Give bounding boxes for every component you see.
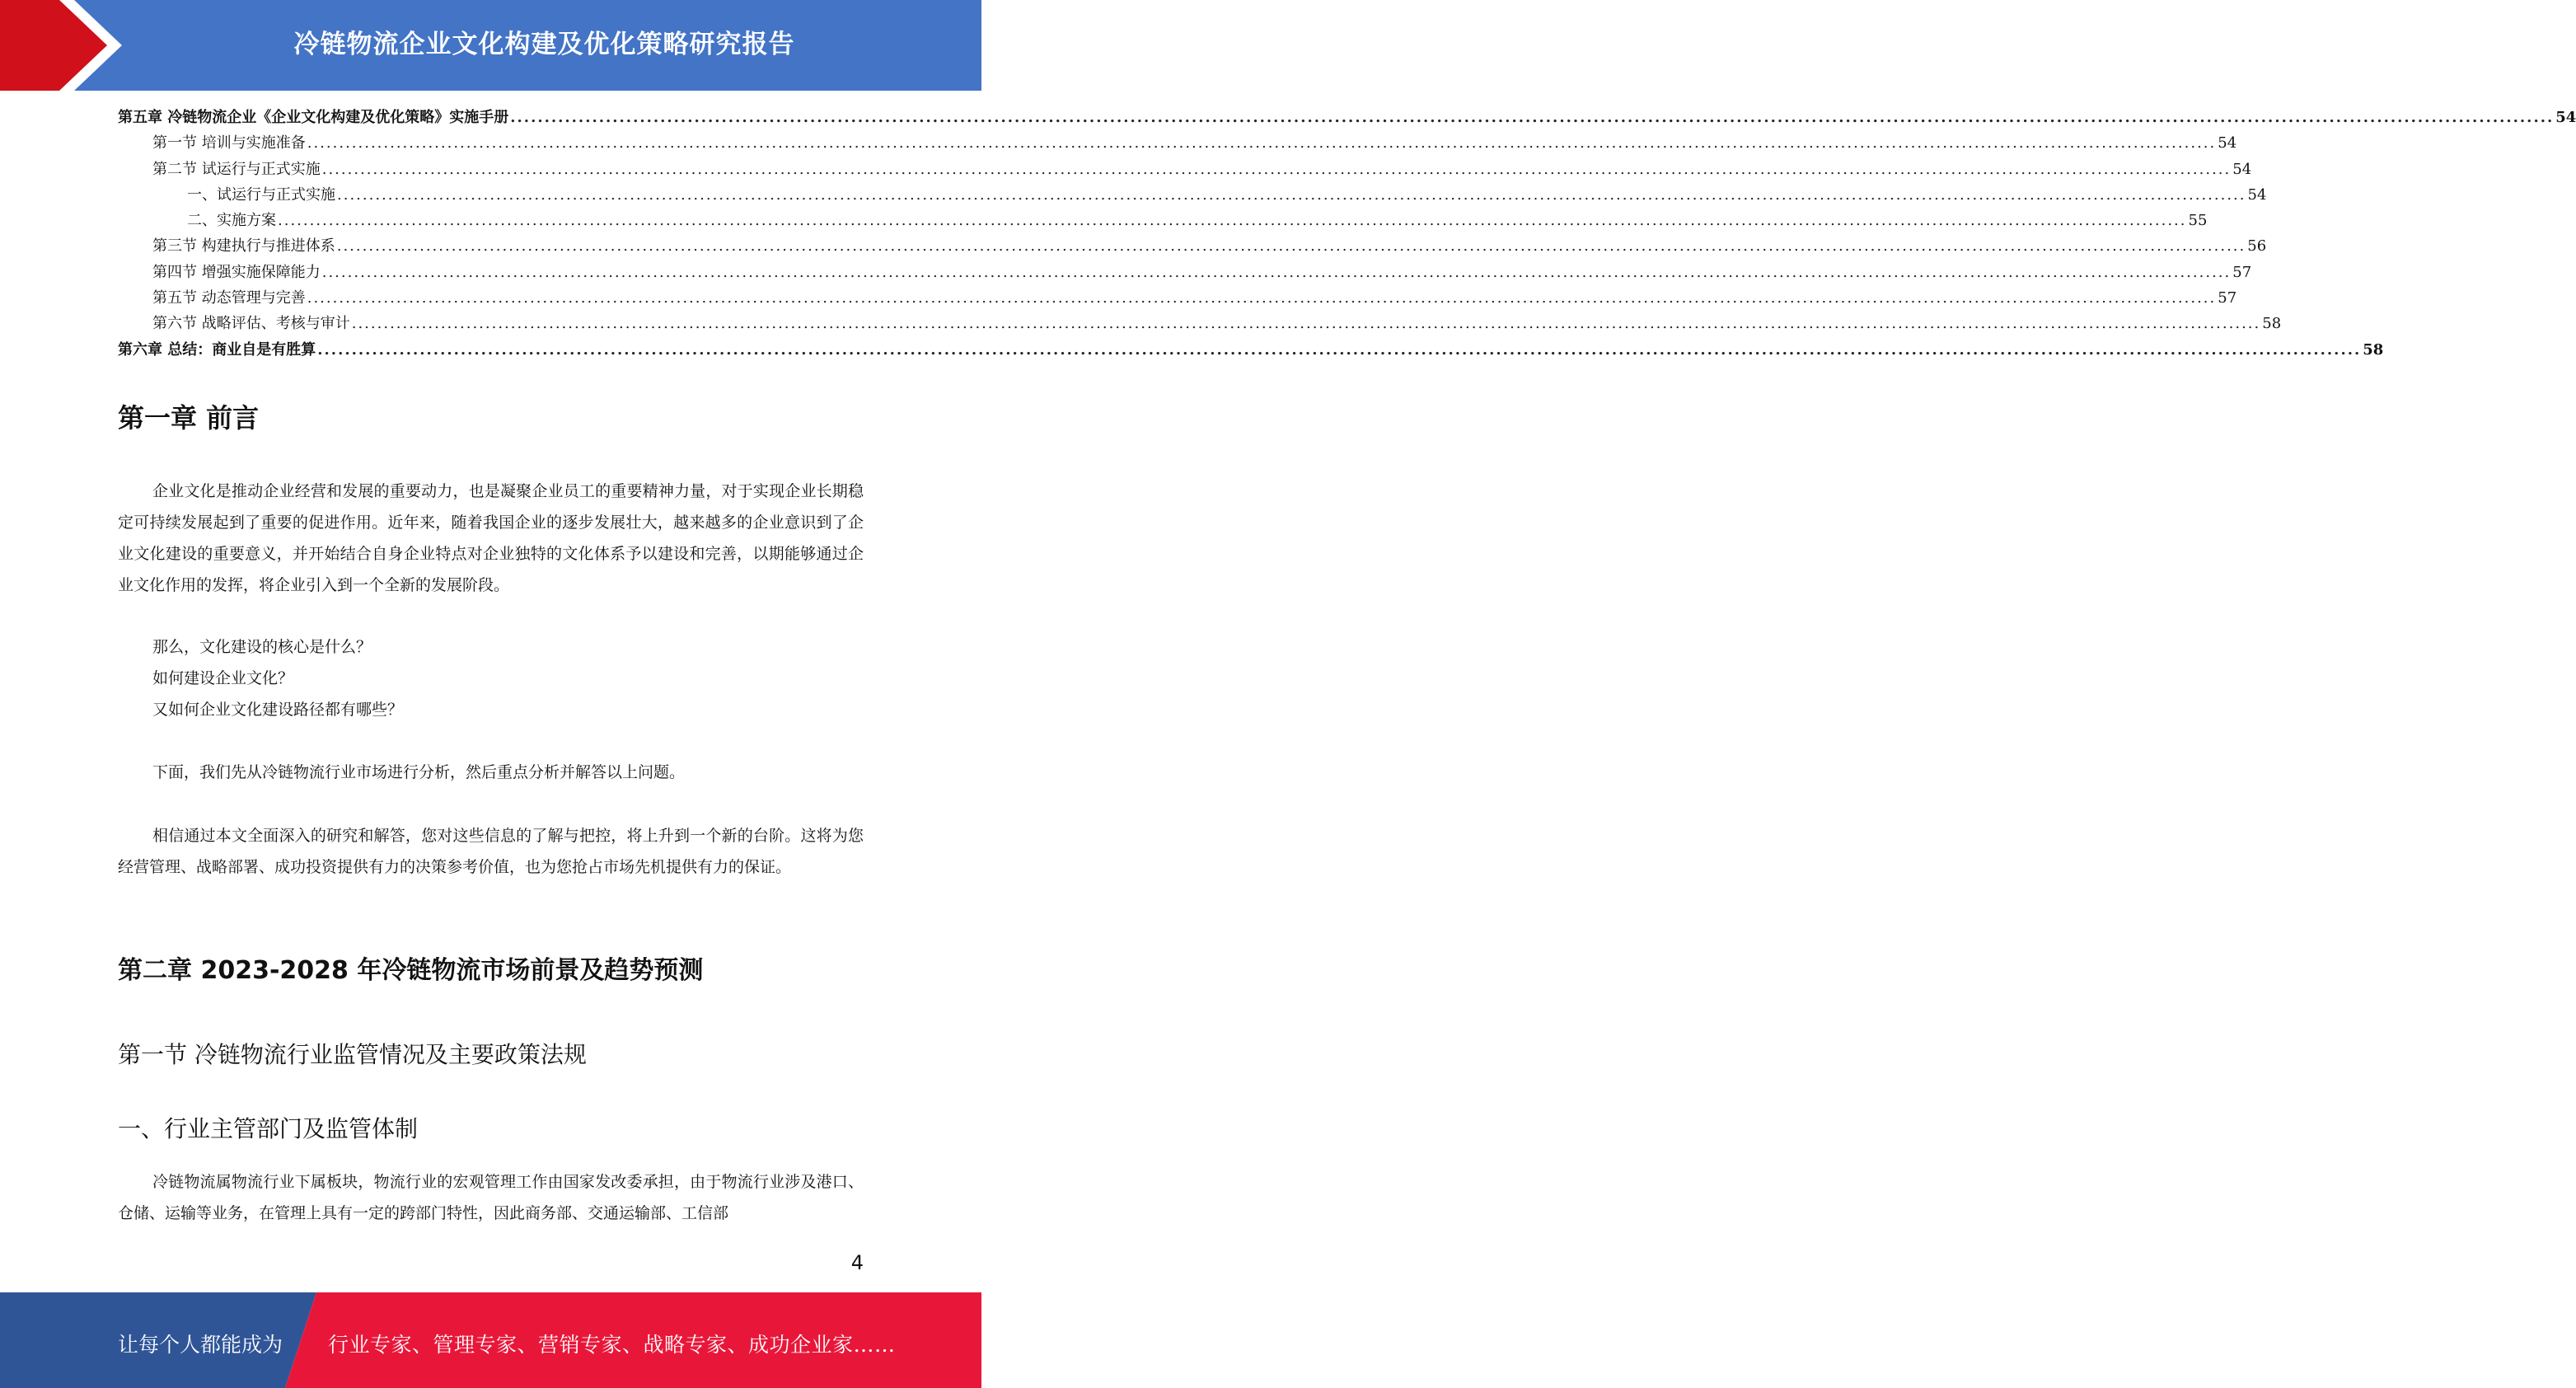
toc-page-number: 54 xyxy=(2247,185,2267,204)
toc-entry-title: 第五节 动态管理与完善 xyxy=(152,289,306,307)
toc-entry-title: 二、实施方案 xyxy=(187,212,276,230)
page-header xyxy=(0,0,981,91)
closing-paragraph: 相信通过本文全面深入的研究和解答，您对这些信息的了解与把控，将上升到一个新的台阶。这将为您经营管理、战略部署、成功投资提供有力的决策参考价值，也为您抢占市场先机提供有力的保证。 xyxy=(118,827,864,876)
question-item: 又如何企业文化建设路径都有哪些？ xyxy=(152,701,404,719)
toc-page-number: 56 xyxy=(2247,237,2267,256)
section-1-title: 第一节 冷链物流行业监管情况及主要政策法规 xyxy=(118,1041,587,1068)
toc-entry[interactable] xyxy=(118,131,2237,157)
toc-dot-leader: ............................................................................................................................................................................................................................................................................................................ xyxy=(307,134,2217,152)
toc-dot-leader: ............................................................................................................................................................................................................................................................................................................ xyxy=(317,340,2362,359)
toc-dot-leader: ............................................................................................................................................................................................................................................................................................................ xyxy=(351,315,2261,333)
toc-page-number: 57 xyxy=(2218,289,2237,307)
toc-entry[interactable] xyxy=(118,260,2252,286)
toc-entry-title: 第三节 构建执行与推进体系 xyxy=(152,237,335,256)
table-of-contents xyxy=(118,106,2576,363)
report-title: 冷链物流企业文化构建及优化策略研究报告 xyxy=(293,30,795,59)
question-item: 那么，文化建设的核心是什么？ xyxy=(152,638,372,656)
toc-entry-title: 第六章 总结：商业自是有胜算 xyxy=(118,340,316,359)
toc-entry[interactable] xyxy=(118,183,2267,209)
toc-page-number: 57 xyxy=(2232,263,2252,281)
toc-page-number: 58 xyxy=(2262,315,2282,333)
toc-page-number: 58 xyxy=(2363,340,2384,359)
body-paragraph: 冷链物流属物流行业下属板块，物流行业的宏观管理工作由国家发改委承担，由于物流行业涉及港口、仓储、运输等业务，在管理上具有一定的跨部门特性，因此商务部、交通运输部、工信部 xyxy=(118,1173,864,1222)
toc-entry[interactable] xyxy=(118,106,2576,131)
toc-dot-leader: ............................................................................................................................................................................................................................................................................................................ xyxy=(278,212,2187,230)
toc-entry[interactable] xyxy=(118,157,2252,183)
toc-entry[interactable] xyxy=(118,312,2282,337)
toc-entry[interactable] xyxy=(118,234,2267,260)
toc-entry-title: 第二节 试运行与正式实施 xyxy=(152,160,321,178)
toc-page-number: 54 xyxy=(2555,109,2576,126)
toc-dot-leader: ............................................................................................................................................................................................................................................................................................................ xyxy=(336,237,2246,256)
chapter-1-title: 第一章 前言 xyxy=(118,402,260,434)
page-number: 4 xyxy=(850,1251,864,1274)
footer-slogan-left: 让每个人都能成为 xyxy=(118,1333,283,1357)
page-footer xyxy=(0,1292,981,1388)
toc-entry-title: 第一节 培训与实施准备 xyxy=(152,134,306,152)
chapter-2-title: 第二章 2023-2028 年冷链物流市场前景及趋势预测 xyxy=(118,956,704,985)
toc-entry-title: 第五章 冷链物流企业《企业文化构建及优化策略》实施手册 xyxy=(118,109,509,126)
toc-entry[interactable] xyxy=(118,209,2208,234)
toc-entry-title: 一、试运行与正式实施 xyxy=(187,185,335,204)
toc-dot-leader: ............................................................................................................................................................................................................................................................................................................ xyxy=(510,109,2555,126)
toc-page-number: 54 xyxy=(2232,160,2252,178)
toc-dot-leader: ............................................................................................................................................................................................................................................................................................................ xyxy=(337,185,2246,204)
subsection-1-title: 一、行业主管部门及监管体制 xyxy=(118,1115,419,1142)
footer-slogan-right: 行业专家、管理专家、营销专家、战略专家、成功企业家…… xyxy=(328,1333,896,1357)
toc-page-number: 54 xyxy=(2218,134,2237,152)
intro-paragraph: 企业文化是推动企业经营和发展的重要动力，也是凝聚企业员工的重要精神力量，对于实现企业长期稳定可持续发展起到了重要的促进作用。近年来，随着我国企业的逐步发展壮大，越来越多的企业意识到了企业文化建设的重要意义，并开始结合自身企业特点对企业独特的文化体系予以建设和完善，以期能够通过企业文化作用的发挥，将企业引入到一个全新的发展阶段。 xyxy=(118,482,864,594)
next-step-paragraph: 下面，我们先从冷链物流行业市场进行分析，然后重点分析并解答以上问题。 xyxy=(152,763,686,781)
toc-dot-leader: ............................................................................................................................................................................................................................................................................................................ xyxy=(321,263,2232,281)
toc-dot-leader: ............................................................................................................................................................................................................................................................................................................ xyxy=(321,160,2232,178)
toc-entry-title: 第四节 增强实施保障能力 xyxy=(152,263,321,281)
toc-entry[interactable] xyxy=(118,286,2237,312)
toc-entry-title: 第六节 战略评估、考核与审计 xyxy=(152,315,350,333)
toc-page-number: 55 xyxy=(2188,212,2208,230)
question-item: 如何建设企业文化？ xyxy=(152,669,294,687)
toc-dot-leader: ............................................................................................................................................................................................................................................................................................................ xyxy=(307,289,2217,307)
toc-entry[interactable] xyxy=(118,338,2384,363)
